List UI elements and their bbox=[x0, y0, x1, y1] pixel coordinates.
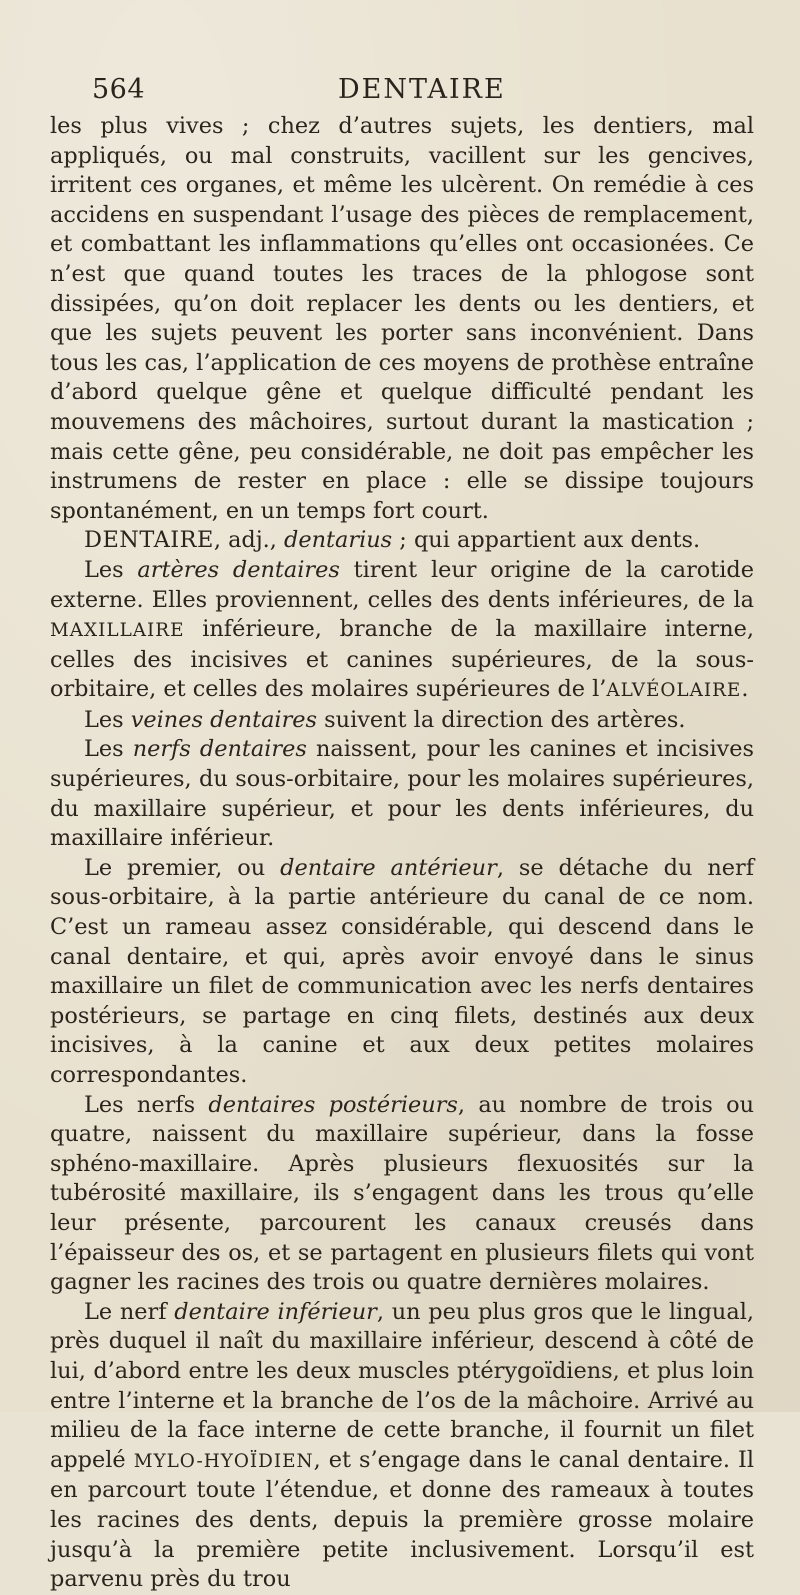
text-run: Le premier, ou bbox=[84, 854, 281, 881]
page-header bbox=[92, 74, 754, 110]
entry-definition: ; qui appartient aux dents. bbox=[392, 527, 701, 554]
entry-headword: DENTAIRE bbox=[84, 527, 214, 554]
text-run: , un peu plus gros que le lingual, près duquel il naît du maxillaire inférieur, descend à côté de lui, d’abord entre les deux muscles ptérygoïdiens, et plus loin entre l’interne et la branche de l’os de la mâchoire. Arrivé au milieu de la face interne de cette branche, il fournit un filet appelé bbox=[50, 1298, 754, 1473]
small-caps-term: ALVÉOLAIRE bbox=[606, 680, 742, 702]
page-number: 564 bbox=[92, 74, 146, 105]
text-run: Les bbox=[84, 556, 138, 583]
small-caps-term: MYLO-HYOÏDIEN bbox=[133, 1450, 314, 1472]
entry-grammar: , adj., bbox=[213, 527, 285, 554]
text-run: tirent leur origine de la carotide externe. Elles proviennent, celles des dents inférieures, de la bbox=[50, 556, 754, 613]
text-run: , et s’engage dans le canal dentaire. Il en parcourt toute l’étendue, et donne des rameaux à toutes les racines des dents, depuis la première grosse molaire jusqu’à la première petite inclusivement. Lorsqu’il est parvenu près du trou bbox=[50, 1446, 754, 1593]
text-run: inférieure, branche de la maxillaire interne, celles des incisives et canines supérieures, de la sous-orbitaire, et celles des molaires supérieures de l’ bbox=[50, 616, 754, 703]
paragraph-continuation bbox=[50, 112, 754, 526]
text-run: , se détache du nerf sous-orbitaire, à la partie antérieure du canal de ce nom. C’est un rameau assez considérable, qui descend dans le canal dentaire, et qui, après avoir envoyé dans le sinus maxillaire un filet de communication avec les nerfs dentaires postérieurs, se partage en cinq filets, destinés aux deux incisives, à la canine et aux deux petites molaires correspondantes. bbox=[50, 854, 754, 1088]
text-run: . bbox=[741, 676, 749, 703]
italic-term: nerfs dentaires bbox=[132, 736, 307, 763]
text-run: , au nombre de trois ou quatre, naissent du maxillaire supérieur, dans la fosse sphéno-maxillaire. Après plusieurs flexuosités sur la tubérosité maxillaire, ils s’engagent dans les trous qu’elle leur présente, parcourent les canaux creusés dans l’épaisseur des os, et se partagent en plusieurs filets qui vont gagner les racines des trois ou quatre dernières molaires. bbox=[50, 1091, 755, 1296]
body-text bbox=[50, 112, 754, 1595]
text-run: suivent la direction des artères. bbox=[317, 706, 686, 733]
italic-term: dentaire antérieur bbox=[280, 854, 497, 881]
paragraph-text: les plus vives ; chez d’autres sujets, les dentiers, mal appliqués, ou mal construits, vacillent sur les gencives, irritent ces organes, et même les ulcèrent. On remédie à ces accidens en suspendant l’usage des pièces de remplacement, et combattant les inflammations qu’elles ont occasionées. Ce n’est que quand toutes les traces de la phlogose sont dissipées, qu’on doit replacer les dents ou les dentiers, et que les sujets peuvent les porter sans inconvénient. Dans tous les cas, l’application de ces moyens de prothèse entraîne d’abord quelque gêne et quelque difficulté pendant les mouvemens des mâchoires, surtout durant la mastication ; mais cette gêne, peu considérable, ne doit pas empêcher les instrumens de rester en place : elle se dissipe toujours spontanément, en un temps fort court. bbox=[50, 113, 754, 524]
dictionary-entry-dentaire bbox=[50, 526, 754, 556]
paragraph-arteres bbox=[50, 556, 754, 706]
text-run: naissent, pour les canines et incisives supérieures, du sous-orbitaire, pour les molaires supérieures, du maxillaire supérieur, et pour les dents inférieures, du maxillaire inférieur. bbox=[50, 736, 755, 852]
small-caps-term: MAXILLAIRE bbox=[50, 620, 185, 642]
italic-term: veines dentaires bbox=[130, 706, 318, 733]
paragraph-dentaire-anterieur bbox=[50, 854, 754, 1091]
paragraph-dentaire-inferieur bbox=[50, 1298, 754, 1595]
text-run: Les nerfs bbox=[84, 1091, 209, 1118]
running-title: DENTAIRE bbox=[338, 74, 506, 105]
text-run: Les bbox=[84, 706, 131, 733]
paragraph-nerfs bbox=[50, 735, 754, 853]
italic-term: dentaire inférieur bbox=[174, 1298, 377, 1325]
paragraph-veines bbox=[50, 706, 754, 736]
text-run: Les bbox=[84, 736, 133, 763]
italic-term: artères dentaires bbox=[137, 556, 340, 583]
text-run: Le nerf bbox=[84, 1298, 175, 1325]
italic-term: dentaires postérieurs bbox=[208, 1091, 458, 1118]
entry-latin: dentarius bbox=[284, 527, 393, 554]
paragraph-dentaires-posterieurs bbox=[50, 1091, 754, 1298]
